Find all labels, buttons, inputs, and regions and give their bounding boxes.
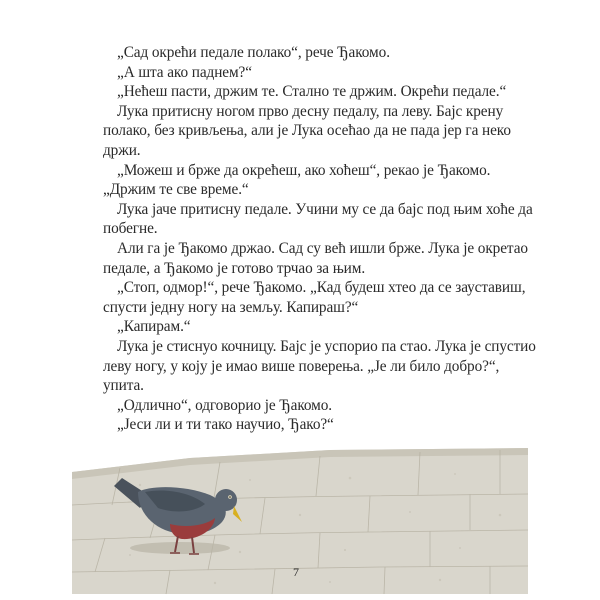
paragraph: „Нећеш пасти, држим те. Стално те држим. Окрећи педале.“ <box>117 83 507 101</box>
paragraph: Лука јаче притисну педале. Учини му се да бајс под њим хоће да побегне. <box>103 200 533 238</box>
paragraph: „Одлично“, одговорио је Ђакомо. <box>117 396 333 414</box>
paragraph: „Стоп, одмор!“, рече Ђакомо. „Кад будеш хтео да се зауставиш, спусти једну ногу на земљу. Капираш?“ <box>103 279 526 316</box>
paragraph: Лука је стиснуо кочницу. Бајс је успорио па стао. Лука је спустио леву ногу, у коју је имао више поверења. „Је ли било добро?“, упита. <box>103 337 536 395</box>
paragraph: „Капирам.“ <box>117 318 191 336</box>
story-text <box>103 43 543 435</box>
page-number: 7 <box>293 565 299 579</box>
paragraph: Али га је Ђакомо држао. Сад су већ ишли брже. Лука је окретао педале, а Ђакомо је готово трчао за њим. <box>103 239 528 277</box>
paragraph: „Можеш и брже да окрећеш, ако хоћеш“, рекао је Ђакомо. „Држим те све време.“ <box>103 161 491 199</box>
paragraph: Лука притисну ногом прво десну педалу, па леву. Бајс крену полако, без кривљења, али је Лука осећао да не пада јер га неко држи. <box>103 102 511 159</box>
paragraph: „Јеси ли и ти тако научио, Ђако?“ <box>117 416 334 434</box>
bird-shadow <box>130 542 230 554</box>
paragraph: „А шта ако паднем?“ <box>117 63 252 81</box>
paragraph: „Сад окрећи педале полако“, рече Ђакомо. <box>117 44 390 61</box>
